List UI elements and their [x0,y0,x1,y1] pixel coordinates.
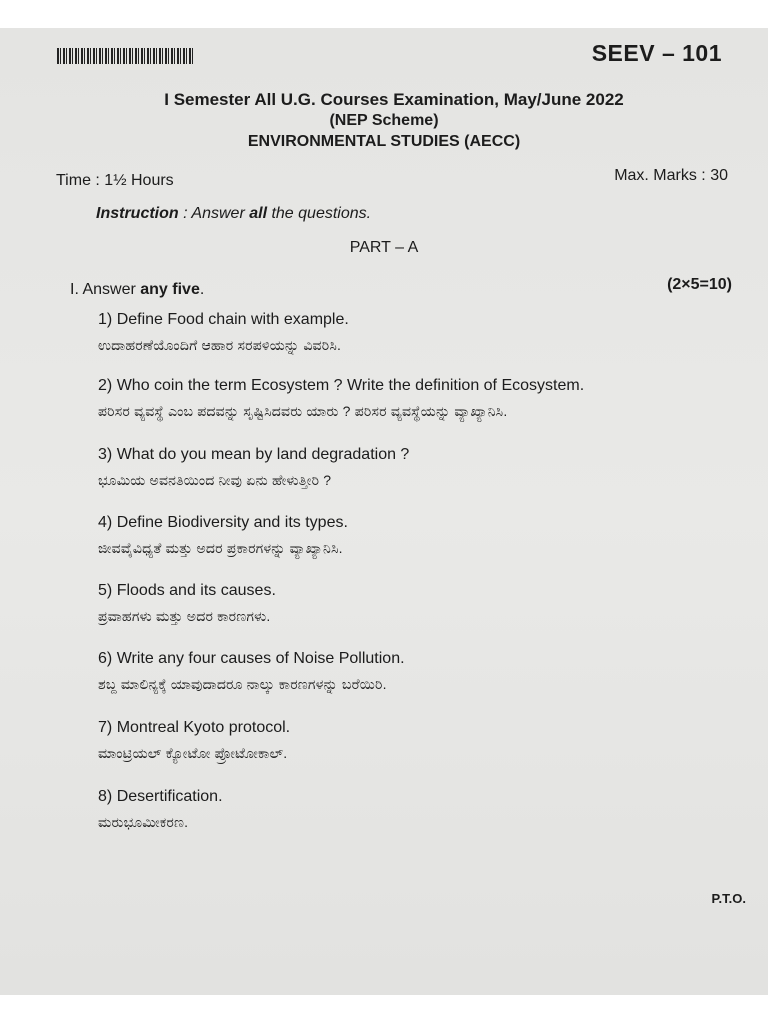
question-number: 2) [98,377,113,394]
question-number: 8) [98,788,113,805]
question-item [98,377,584,420]
question-text-kn: ಮರುಭೂಮೀಕರಣ. [98,814,189,830]
instruction-pre: : Answer [178,205,250,222]
question-item [98,514,348,557]
question-text-en [98,514,348,532]
question-en: Desertification. [116,788,223,805]
instruction-post: the questions. [267,205,372,222]
question-text-kn: ಜೀವವೈವಿಧ್ಯತೆ ಮತ್ತು ಅದರ ಪ್ರಕಾರಗಳನ್ನು ವ್ಯಾಖ್ಯಾನಿಸಿ. [98,540,343,556]
instruction [96,205,371,223]
section-heading [70,281,204,299]
question-en: Define Food chain with example. [116,311,349,328]
question-text-kn: ಭೂಮಿಯ ಅವನತಿಯಿಂದ ನೀವು ಏನು ಹೇಳುತ್ತೀರಿ ? [98,472,332,488]
question-text-kn: ಶಬ್ದ ಮಾಲಿನ್ಯಕ್ಕೆ ಯಾವುದಾದರೂ ನಾಲ್ಕು ಕಾರಣಗಳನ್ನು ಬರೆಯಿರಿ. [98,676,387,692]
question-text-kn: ಪ್ರವಾಹಗಳು ಮತ್ತು ಅದರ ಕಾರಣಗಳು. [98,608,271,624]
bottom-margin [0,995,768,1024]
question-text-en [98,311,349,329]
question-number: 4) [98,514,113,531]
question-text-kn: ಉದಾಹರಣೆಯೊಂದಿಗೆ ಆಹಾರ ಸರಪಳಿಯನ್ನು ವಿವರಿಸಿ. [98,337,342,353]
subject-title: ENVIRONMENTAL STUDIES (AECC) [247,133,521,150]
question-number: 6) [98,650,113,667]
question-en: Who coin the term Ecosystem ? Write the definition of Ecosystem. [116,377,585,394]
max-marks: Max. Marks : 30 [614,167,728,184]
question-item [98,650,405,693]
exam-title: I Semester All U.G. Courses Examination, May/June 2022 [164,90,624,109]
section-suffix: . [199,281,205,298]
paper-code: SEEV – 101 [591,40,722,66]
question-number: 7) [98,719,113,736]
question-item [98,788,223,831]
question-text-en [98,377,584,395]
question-number: 5) [98,582,113,599]
question-item [98,582,276,625]
question-text-en [98,446,409,464]
section-prefix: Answer [78,281,141,298]
question-number: 3) [98,446,113,463]
question-text-en [98,788,223,806]
part-heading: PART – A [349,239,419,256]
question-en: Define Biodiversity and its types. [116,514,348,531]
question-number: 1) [98,311,113,328]
question-item [98,311,349,354]
question-en: Floods and its causes. [116,582,276,599]
instruction-bold: all [249,205,268,222]
instruction-label: Instruction [96,205,179,222]
section-marks: (2×5=10) [667,276,732,293]
question-en: Montreal Kyoto protocol. [116,719,291,736]
question-en: Write any four causes of Noise Pollution. [116,650,405,667]
barcode-icon [57,48,195,64]
question-item [98,719,290,762]
section-bold: any five [140,281,200,298]
section-number: I. [70,281,79,298]
question-en: What do you mean by land degradation ? [116,446,410,463]
question-item [98,446,409,489]
time-allowed: Time : 1½ Hours [56,172,174,189]
top-margin [0,0,768,28]
question-text-en [98,582,276,600]
question-text-en [98,719,290,737]
pto-note: P.T.O. [711,891,746,906]
question-text-kn: ಮಾಂಟ್ರಿಯಲ್ ಕ್ಯೋಟೋ ಪ್ರೋಟೋಕಾಲ್. [98,745,288,761]
question-text-kn: ಪರಿಸರ ವ್ಯವಸ್ಥೆ ಎಂಬ ಪದವನ್ನು ಸೃಷ್ಟಿಸಿದವರು ಯಾರು ? ಪರಿಸರ ವ್ಯವಸ್ಥೆಯನ್ನು ವ್ಯಾಖ್ಯಾನಿಸಿ. [98,403,508,419]
question-text-en [98,650,405,668]
scheme: (NEP Scheme) [329,112,439,129]
